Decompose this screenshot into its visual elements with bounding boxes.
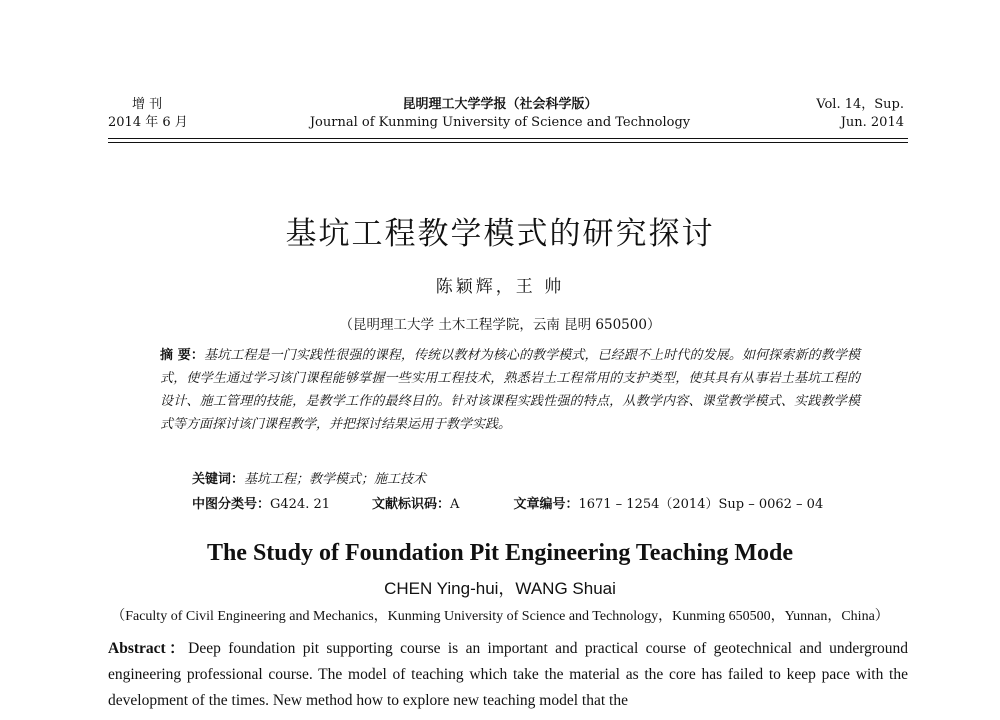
classification-line [192,493,872,512]
journal-name-cn: 昆明理工大学学报（社会科学版） [402,97,598,112]
abstract-cn-label: 摘 要： [160,348,205,363]
keywords-value: 基坑工程；教学模式；施工技术 [244,472,427,487]
article-number [513,493,823,512]
abstract-en-text: Deep foundation pit supporting course is an important and practical course of geotechnical and underground engineering professional course. The model of teaching which take the material as the core has failed to keep pace with the development of the times. New method how to explore new teaching model that the [108,640,908,709]
clc-number [192,493,330,512]
article-no-value: 1671 – 1254（2014）Sup – 0062 – 04 [578,497,824,512]
abstract-en [108,636,908,714]
paper-title-en: The Study of Foundation Pit Engineering Teaching Mode [206,540,794,566]
doc-code-label: 文献标识码： [372,497,451,512]
keywords-label: 关键词： [192,472,245,487]
authors-cn: 陈颖辉，王 帅 [435,277,565,297]
header-supplement-label: 增 刊 [132,97,163,112]
journal-name-en: Journal of Kunming University of Science and Technology [309,115,691,130]
header-volume [816,96,904,132]
header-rule-top [108,138,908,139]
affiliation-cn: （昆明理工大学 土木工程学院，云南 昆明 650500） [339,317,661,333]
abstract-en-label: Abstract： [108,640,189,657]
volume-number: Vol. 14，Sup. [816,97,904,112]
keywords-cn [192,468,426,487]
abstract-cn [160,344,860,436]
authors-en: CHEN Ying-hui，WANG Shuai [384,579,616,598]
article-no-label: 文章编号： [513,497,579,512]
document-code [372,493,459,512]
affiliation-en: （Faculty of Civil Engineering and Mechanics，Kunming University of Science and Technology，Kunming 650500，Yunnan，China） [111,609,889,624]
paper-title-cn: 基坑工程教学模式的研究探讨 [285,216,715,252]
doc-code-value: A [450,497,460,512]
abstract-cn-text: 基坑工程是一门实践性很强的课程，传统以教材为核心的教学模式，已经跟不上时代的发展。如何探索新的教学模式，使学生通过学习该门课程能够掌握一些实用工程技术，熟悉岩土工程常用的支护类型，使其具有从事岩土基坑工程的设计、施工管理的技能，是教学工作的最终目的。针对该课程实践性强的特点，从教学内容、课堂教学模式、实践教学模式等方面探讨该门课程教学，并把探讨结果运用于教学实践。 [160,348,860,432]
clc-label: 中图分类号： [192,497,271,512]
header-date: 2014 年 6 月 [108,115,188,130]
header-rule-bottom [108,142,908,143]
volume-date: Jun. 2014 [840,115,904,130]
clc-value: G424. 21 [270,497,331,512]
